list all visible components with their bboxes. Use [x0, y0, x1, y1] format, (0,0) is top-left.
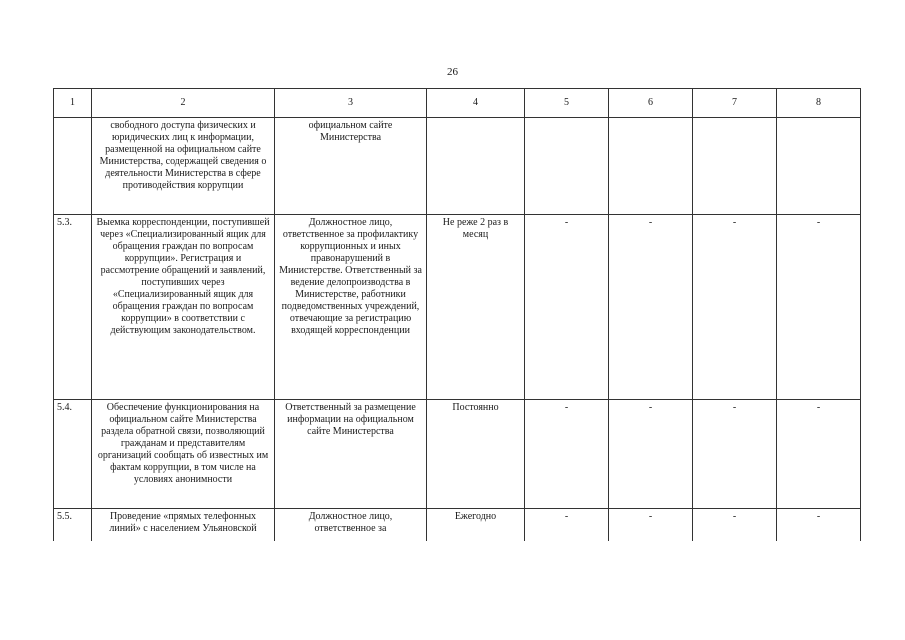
measures-table: [53, 88, 861, 541]
cell-col-5: -: [525, 400, 609, 509]
responsible-text: Должностное лицо, ответственное за: [275, 509, 427, 542]
cell-col-7: -: [693, 400, 777, 509]
header-col-7: 7: [693, 89, 777, 118]
header-col-6: 6: [609, 89, 693, 118]
table-row: [54, 215, 861, 400]
header-col-5: 5: [525, 89, 609, 118]
header-col-1: 1: [54, 89, 92, 118]
cell-col-7: [693, 118, 777, 215]
page-number: 26: [447, 66, 458, 78]
term-text: Не реже 2 раз в месяц: [427, 215, 525, 400]
term-text: Ежегодно: [427, 509, 525, 542]
cell-col-8: [777, 118, 861, 215]
cell-col-6: -: [609, 400, 693, 509]
table-row: [54, 118, 861, 215]
cell-col-5: -: [525, 215, 609, 400]
measure-text: Выемка корреспонденции, поступившей через «Специализированный ящик для обращения граждан по вопросам коррупции». Регистрация и рассмотрение обращений и заявлений, поступивших через «Специализированный ящик для обращения граждан по вопросам коррупции» в соответствии с действующим законодательством.: [92, 215, 275, 400]
measure-text: свободного доступа физических и юридических лиц к информации, размещенной на официальном сайте Министерства, содержащей сведения о деятельности Министерства в сфере противодействия коррупции: [92, 118, 275, 215]
header-col-3: 3: [275, 89, 427, 118]
responsible-text: официальном сайте Министерства: [275, 118, 427, 215]
measure-text: Проведение «прямых телефонных линий» с населением Ульяновской: [92, 509, 275, 542]
row-number: 5.3.: [54, 215, 92, 400]
term-text: [427, 118, 525, 215]
cell-col-7: -: [693, 215, 777, 400]
responsible-text: Ответственный за размещение информации на официальном сайте Министерства: [275, 400, 427, 509]
cell-col-6: -: [609, 215, 693, 400]
header-col-4: 4: [427, 89, 525, 118]
cell-col-8: -: [777, 509, 861, 542]
row-number: 5.4.: [54, 400, 92, 509]
header-col-2: 2: [92, 89, 275, 118]
measure-text: Обеспечение функционирования на официальном сайте Министерства раздела обратной связи, позволяющий гражданам и представителям организаций сообщать об известных им фактам коррупции, в том числе на условиях анонимности: [92, 400, 275, 509]
table-row: [54, 400, 861, 509]
responsible-text: Должностное лицо, ответственное за профилактику коррупционных и иных правонарушений в Министерстве. Ответственный за ведение делопроизводства в Министерстве, работники подведомственных учреждений, отвечающие за регистрацию входящей корреспонденции: [275, 215, 427, 400]
cell-col-6: [609, 118, 693, 215]
cell-col-7: -: [693, 509, 777, 542]
cell-col-8: -: [777, 215, 861, 400]
table-row: [54, 509, 861, 542]
header-row: [54, 89, 861, 118]
row-number: 5.5.: [54, 509, 92, 542]
cell-col-6: -: [609, 509, 693, 542]
cell-col-8: -: [777, 400, 861, 509]
header-col-8: 8: [777, 89, 861, 118]
cell-col-5: [525, 118, 609, 215]
term-text: Постоянно: [427, 400, 525, 509]
row-number: [54, 118, 92, 215]
cell-col-5: -: [525, 509, 609, 542]
